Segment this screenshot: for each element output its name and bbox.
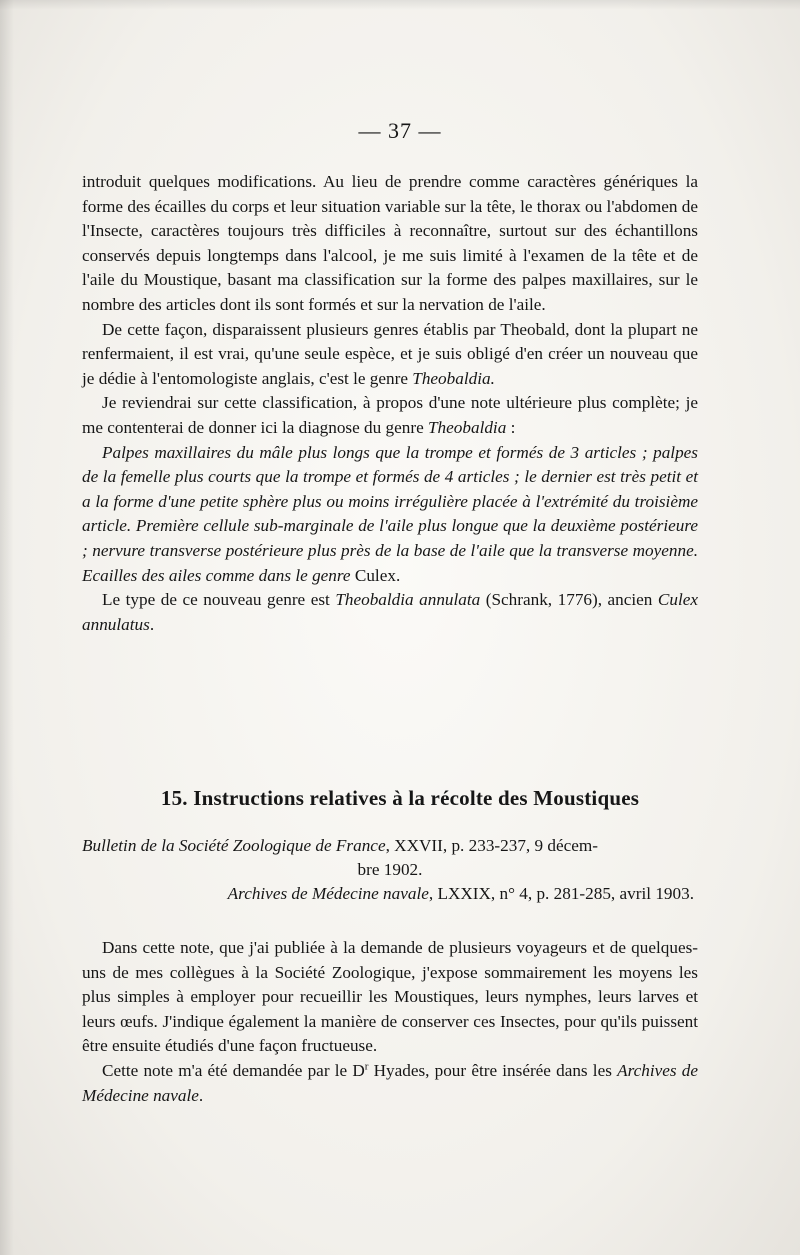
paragraph-diagnosis-intro-text: Je reviendrai sur cette classification, à propos d'une note ultérieure plus complète; je me contenterai de donner ici la diagnose du genre: [82, 393, 698, 437]
note-request-start: Cette note m'a été demandée par le D: [102, 1060, 365, 1080]
paragraph-diagnosis-intro: [82, 391, 698, 440]
reference-bulletin-tail: bre 1902.: [357, 860, 423, 879]
intro-text-block: [82, 170, 698, 637]
paragraph-type-species: [82, 588, 698, 637]
note-request-mid: Hyades, pour être insérée dans les: [368, 1060, 618, 1080]
paragraph-diagnosis: [82, 441, 698, 589]
scan-shadow-top: [0, 0, 800, 10]
paragraph-classification: introduit quelques modifications. Au lieu de prendre comme caractères génériques la forme des écailles du corps et leur situation variable sur la tête, le thorax ou l'abdomen de l'Insecte, caractères toujours très difficiles à reconnaître, surtout sur des échantillons conservés depuis longtemps dans l'alcool, je me suis limité à l'examen de la tête et de l'aile du Moustique, basant ma classification sur la forme des palpes maxillaires, sur le nombre des articles dont ils sont formés et sur la nervation de l'aile.: [82, 172, 698, 314]
paragraph-note-request: [82, 1059, 698, 1108]
paragraph-theobald-text: De cette façon, disparaissent plusieurs genres établis par Theobald, dont la plupart ne renfermaient, il est vrai, qu'une seule espèce, et je suis obligé d'en créer un nouveau que je dédie à l'entomologiste anglais, c'est le genre: [82, 319, 698, 388]
section-heading: 15. Instructions relatives à la récolte des Moustiques: [160, 786, 640, 810]
reference-bulletin-journal: Bulletin de la Société Zoologique de France: [82, 836, 386, 855]
reference-bulletin-details: , XXVII, p. 233-237, 9 décem-: [385, 836, 598, 855]
reference-bulletin: [82, 834, 698, 858]
doctor-superscript: r: [364, 1060, 369, 1073]
paragraph-diagnosis-intro-end: :: [506, 417, 516, 437]
section-text-block: [82, 936, 698, 1108]
type-species-mid: (Schrank, 1776), ancien: [480, 590, 658, 610]
note-request-end: .: [198, 1085, 204, 1105]
paragraph-note-summary: Dans cette note, que j'ai publiée à la demande de plusieurs voyageurs et de quelques-uns de mes collègues à la Société Zoologique, j'expose sommairement les moyens les plus simples à employer pour recueillir les Moustiques, leurs nymphes, leurs larves et leurs œufs. J'indique également la manière de conserver ces Insectes, pour qu'ils puissent être ensuite étudiés d'une façon fructueuse.: [82, 938, 698, 1056]
genus-theobaldia-diagnosis: Theobaldia: [428, 417, 507, 437]
reference-archives-journal: Archives de Médecine navale: [227, 884, 429, 903]
references-block: [82, 834, 698, 906]
reference-archives-details: , LXXIX, n° 4, p. 281-285, avril 1903.: [428, 884, 694, 903]
reference-archives: [82, 882, 698, 906]
genus-theobaldia: Theobaldia.: [412, 368, 495, 388]
page-number: — 37 —: [358, 118, 442, 143]
scan-shadow-left: [0, 0, 14, 1255]
type-species-end: .: [149, 614, 155, 634]
species-theobaldia-annulata: Theobaldia annulata: [335, 590, 481, 610]
note-request-journal: Archives de Médecine navale: [82, 1060, 698, 1105]
species-culex-annulatus: Culex annulatus: [82, 590, 698, 634]
paragraph-theobald: [82, 318, 698, 392]
diagnosis-text: Palpes maxillaires du mâle plus longs que la trompe et formés de 3 articles ; palpes de la femelle plus courts que la trompe et formés de 4 articles ; le dernier est très petit et a la forme d'une petite sphère plus ou moins irrégulière placée à l'extrémité du troisième article. Première cellule sub-marginale de l'aile plus longue que la deuxième postérieure ; nervure transverse postérieure plus près de la base de l'aile que la transverse moyenne. Ecailles des ailes comme dans le genre: [82, 442, 698, 585]
diagnosis-end: .: [395, 565, 401, 585]
type-species-start: Le type de ce nouveau genre est: [102, 590, 336, 610]
genus-culex: Culex: [354, 565, 396, 585]
